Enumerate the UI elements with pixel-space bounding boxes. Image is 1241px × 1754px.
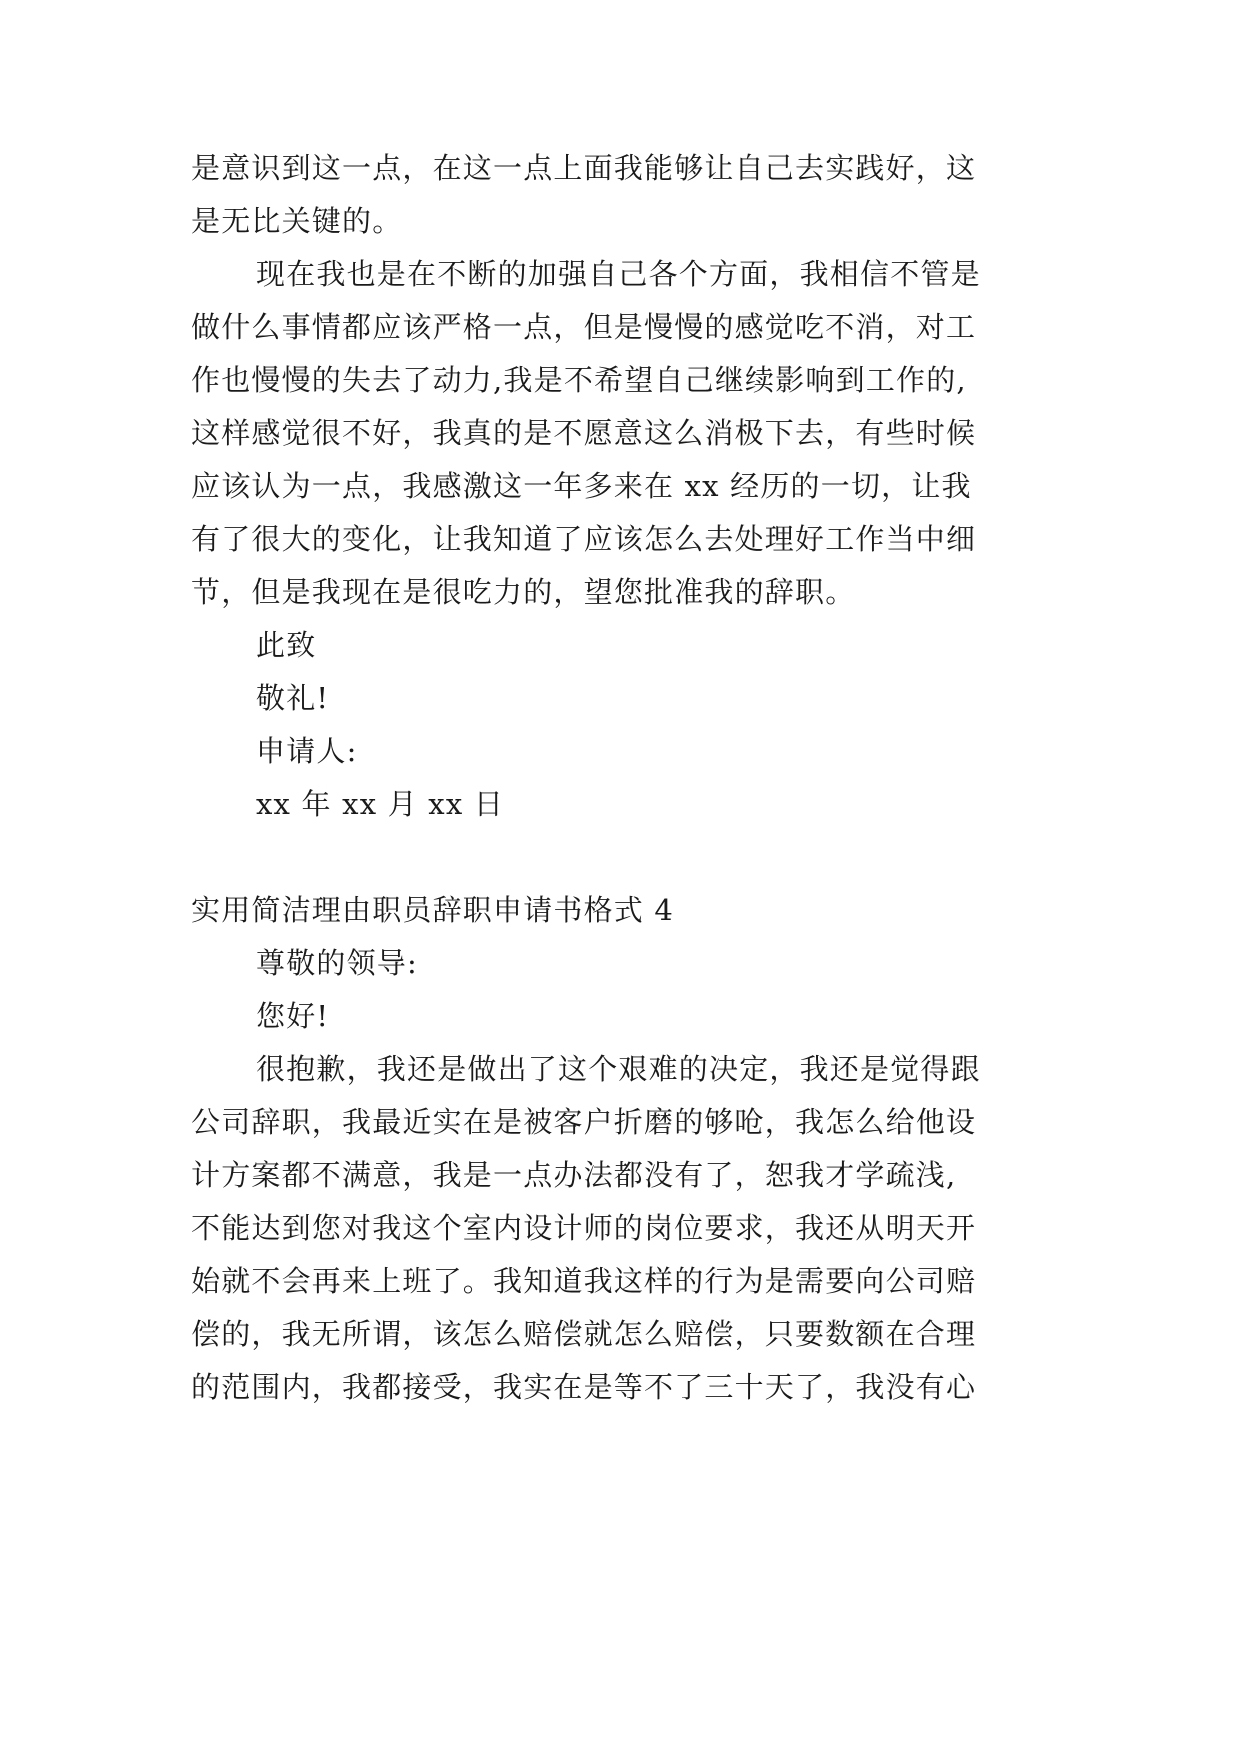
salute-text: 敬礼! (256, 681, 330, 715)
paragraph-line: 节，但是我现在是很吃力的，望您批准我的辞职。 (191, 575, 856, 609)
paragraph-line: 的范围内，我都接受，我实在是等不了三十天了，我没有心 (191, 1370, 977, 1404)
section-title: 实用简洁理由职员辞职申请书格式 4 (191, 893, 675, 927)
greeting-text: 尊敬的领导: (256, 946, 418, 980)
paragraph-line: 是意识到这一点，在这一点上面我能够让自己去实践好，这 (191, 151, 977, 185)
paragraph-line: 是无比关键的。 (191, 204, 403, 238)
paragraph-line: 现在我也是在不断的加强自己各个方面，我相信不管是 (256, 257, 981, 291)
paragraph-line: 公司辞职，我最近实在是被客户折磨的够呛，我怎么给他设 (191, 1105, 977, 1139)
hello-text: 您好! (256, 999, 330, 1033)
date-text: xx 年 xx 月 xx 日 (256, 787, 505, 821)
paragraph-line: 始就不会再来上班了。我知道我这样的行为是需要向公司赔 (191, 1264, 977, 1298)
paragraph-line: 这样感觉很不好，我真的是不愿意这么消极下去，有些时候 (191, 416, 977, 450)
paragraph-line: 不能达到您对我这个室内设计师的岗位要求，我还从明天开 (191, 1211, 977, 1245)
paragraph-line: 应该认为一点，我感激这一年多来在 xx 经历的一切，让我 (191, 469, 972, 503)
paragraph-line: 偿的，我无所谓，该怎么赔偿就怎么赔偿，只要数额在合理 (191, 1317, 977, 1351)
paragraph-line: 计方案都不满意，我是一点办法都没有了，恕我才学疏浅, (191, 1158, 957, 1192)
paragraph-line: 有了很大的变化，让我知道了应该怎么去处理好工作当中细 (191, 522, 977, 556)
closing-text: 此致 (256, 628, 317, 662)
paragraph-line: 作也慢慢的失去了动力,我是不希望自己继续影响到工作的, (191, 363, 967, 397)
paragraph-line: 做什么事情都应该严格一点，但是慢慢的感觉吃不消，对工 (191, 310, 977, 344)
applicant-label: 申请人: (256, 734, 358, 768)
paragraph-line: 很抱歉，我还是做出了这个艰难的决定，我还是觉得跟 (256, 1052, 981, 1086)
